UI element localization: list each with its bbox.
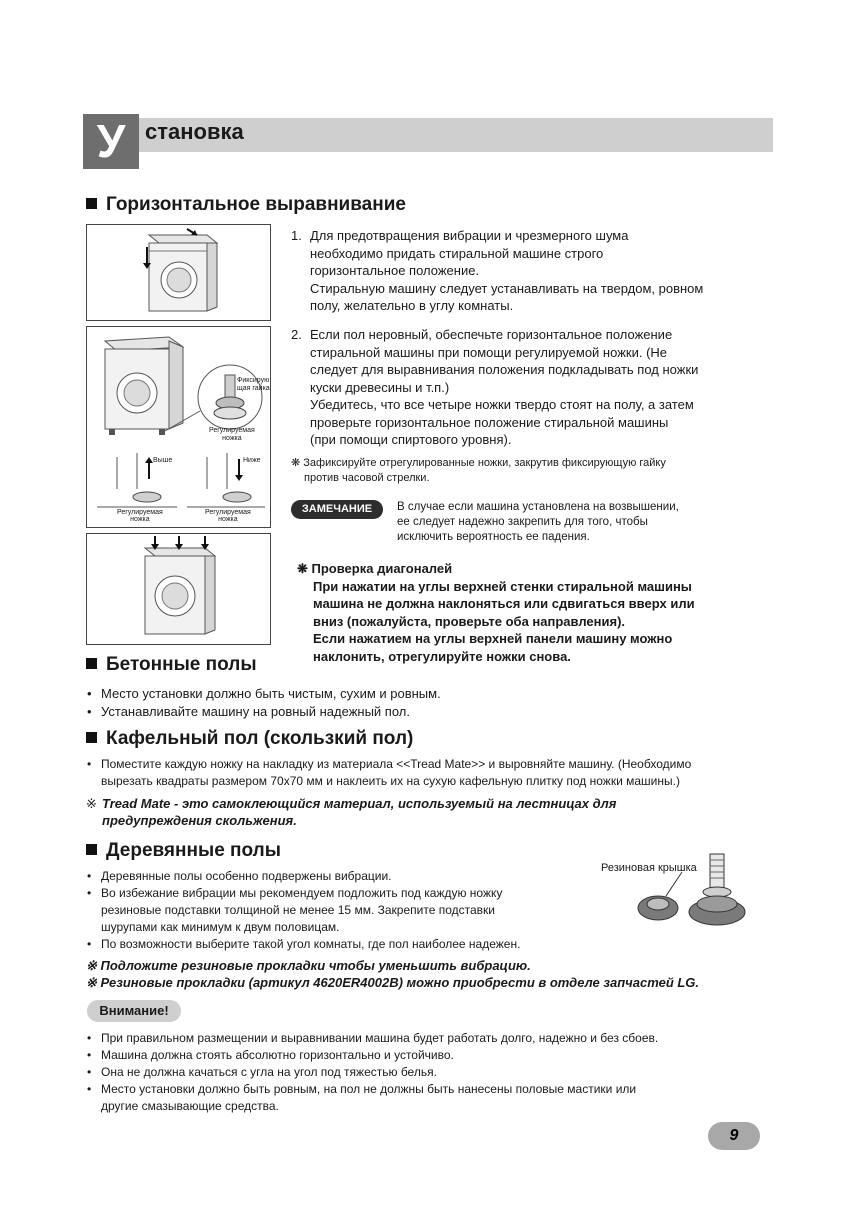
fix-nut-label: Фиксирую щая гайка — [237, 377, 270, 392]
heading-square-icon — [86, 844, 97, 855]
list-item: • Машина должна стоять абсолютно горизонтально и устойчиво. — [86, 1047, 786, 1064]
fix-nut-note: ❋ Зафиксируйте отрегулированные ножки, закрутив фиксирующую гайку против часовой стрелки. — [291, 457, 666, 484]
adjustable-foot-label-right: Регулируемая ножка — [205, 509, 251, 523]
step-1-number: 1. — [291, 228, 302, 243]
tread-mate-note-mark: ※ — [86, 796, 97, 811]
list-item: • По возможности выберите такой угол комнаты, где пол наиболее надежен. — [86, 936, 586, 953]
adjustable-foot-label-left: Регулируемая ножка — [117, 509, 163, 523]
list-item: • При правильном размещении и выравнивании машина будет работать долго, надежно и без сбоев. — [86, 1030, 786, 1047]
section-heading-leveling — [86, 194, 406, 216]
washer-illustration-3 — [87, 534, 270, 644]
heading-square-icon — [86, 732, 97, 743]
adjustable-foot-label: Регулируемая ножка — [209, 427, 255, 442]
section-heading-concrete: Бетонные полы — [86, 654, 257, 676]
list-item: • Деревянные полы особенно подвержены вибрации. — [86, 868, 586, 885]
section-heading-wood: Деревянные полы — [86, 840, 281, 862]
tile-bullets — [86, 756, 786, 790]
rubber-cap-illustration — [630, 850, 750, 930]
page-title: становка — [145, 119, 244, 144]
title-initial-letter: У — [83, 114, 139, 169]
heading-text: Горизонтальное выравнивание — [106, 194, 406, 215]
diagonal-check-block: ❋ Проверка диагоналей При нажатии на углы верхней стенки стиральной машины машина не должна наклоняться или сдвигаться вверх или вниз (пожалуйста, проверьте оба направления). Если нажатием на углы верхней панели машину можно наклонить, отрегулируйте ножки снова. — [297, 561, 695, 664]
step-2-number: 2. — [291, 327, 302, 342]
heading-square-icon — [86, 658, 97, 669]
page-number: 9 — [708, 1122, 760, 1150]
rubber-pad-notes: ※ Подложите резиновые прокладки чтобы уменьшить вибрацию. ※ Резиновые прокладки (артикул 4620ER4002B) можно приобрести в отделе запчастей LG. — [86, 958, 700, 990]
list-item: • Место установки должно быть чистым, сухим и ровным. — [86, 685, 786, 703]
list-item: • Она не должна качаться с угла на угол под тяжестью белья. — [86, 1064, 786, 1081]
heading-square-icon — [86, 198, 97, 209]
step-2-text: Если пол неровный, обеспечьте горизонтальное положение стиральной машины при помощи регулируемой ножки. (Не следует для выравнивания положения подкладывать под ножки куски древесины и т.п.) Убедитесь, что все четыре ножки твердо стоят на полу, а затем проверьте горизонтальное положение стиральной машины (при помощи спиртового уровня). — [310, 327, 699, 447]
step-1-text: Для предотвращения вибрации и чрезмерного шума необходимо придать стиральной машине строго горизонтальное положение. Стиральную машину следует устанавливать на твердом, ровном полу, желательно в углу комнаты. — [310, 228, 704, 313]
section-heading-tile: Кафельный пол (скользкий пол) — [86, 728, 413, 750]
wood-bullets — [86, 868, 586, 953]
rubber-cap-label: Резиновая крышка — [601, 862, 697, 874]
higher-label: Выше — [153, 457, 173, 464]
figure-adjustable-foot — [86, 326, 271, 528]
list-item: • Место установки должно быть ровным, на пол не должны быть нанесены половые мастики или другие смазывающие средства. — [86, 1081, 786, 1115]
figure-washer-level — [86, 224, 271, 321]
list-item: • Устанавливайте машину на ровный надежный пол. — [86, 703, 786, 721]
list-item: • Во избежание вибрации мы рекомендуем подложить под каждую ножку резиновые подставки толщиной не менее 15 мм. Закрепите подставки шурупами как минимум к двум половицам. — [86, 885, 586, 936]
figure-diagonal-check — [86, 533, 271, 645]
warning-label: Внимание! — [87, 1000, 181, 1022]
washer-illustration-1 — [87, 225, 270, 320]
tread-mate-note: Tread Mate - это самоклеющийся материал, используемый на лестницах для предупреждения скольжения. — [102, 796, 617, 828]
remark-badge: ЗАМЕЧАНИЕ — [291, 500, 383, 519]
remark-text: В случае если машина установлена на возвышении, ее следует надежно закрепить для того, чтобы исключить вероятность ее падения. — [397, 501, 679, 543]
lower-label: Ниже — [243, 457, 261, 464]
warning-bullets — [86, 1030, 786, 1115]
list-item: • Поместите каждую ножку на накладку из материала <<Tread Mate>> и выровняйте машину. (Необходимо вырезать квадраты размером 70x70 мм и наклеить их на сухую кафельную плитку под ножки машины.) — [86, 756, 786, 790]
concrete-bullets — [86, 685, 786, 720]
